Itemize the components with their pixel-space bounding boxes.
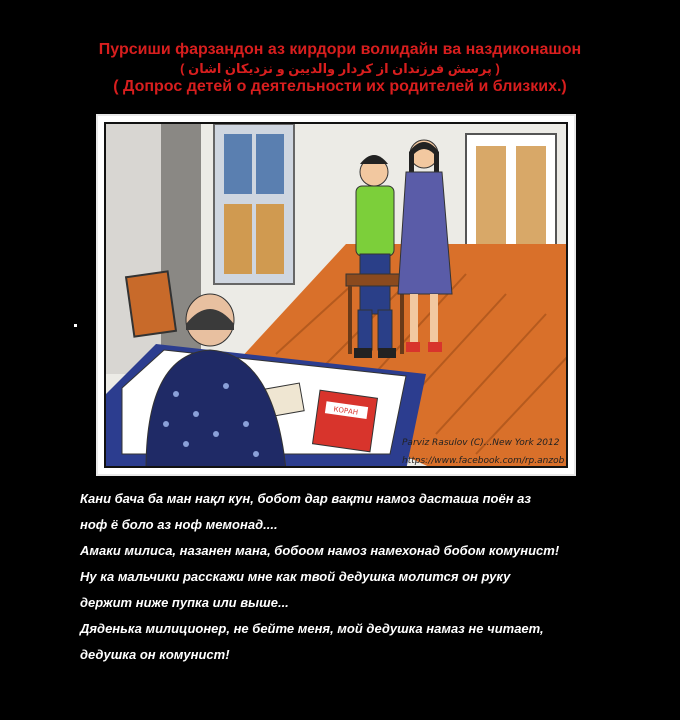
red-book [313,390,378,452]
caption-line: ноф ё боло аз ноф мемонад.... [80,517,278,532]
caption-line: дедушка он комунист! [80,647,230,662]
caption-line: Амаки милиса, назанен мана, бобоом намоз намехонад бобом комунист! [80,543,560,558]
illustration [104,122,568,468]
caption-text [80,486,640,668]
illustration-frame [96,114,576,476]
interrogation-scene [106,124,568,468]
source-credit: https://www.facebook.com/rp.anzob [402,456,565,466]
title-russian: ( Допрос детей о деятельности их родителей и близких.) [113,78,567,95]
caption-line: держит ниже пупка или выше... [80,595,289,610]
title-tajik: Пурсиши фарзандон аз кирдори волидайн ва наздиконашон [98,41,582,58]
white-speck [74,324,77,327]
title-block [0,40,680,97]
caption-line: Ну ка мальчики расскажи мне как твой дедушка молится он руку [80,569,511,584]
svg-text:КОРАН: КОРАН [332,405,359,417]
caption-line: Кани бача ба ман нақл кун, бобот дар вақти намоз дасташа поён аз [80,491,532,506]
title-persian: ( پرسش فرزندان از کردار والدیین و نزدیکان اشان ) [180,61,500,76]
artist-signature: Parviz Rasulov (C)...New York 2012 [402,438,560,448]
caption-line: Дяденька милиционер, не бейте меня, мой дедушка намаз не читает, [80,621,544,636]
